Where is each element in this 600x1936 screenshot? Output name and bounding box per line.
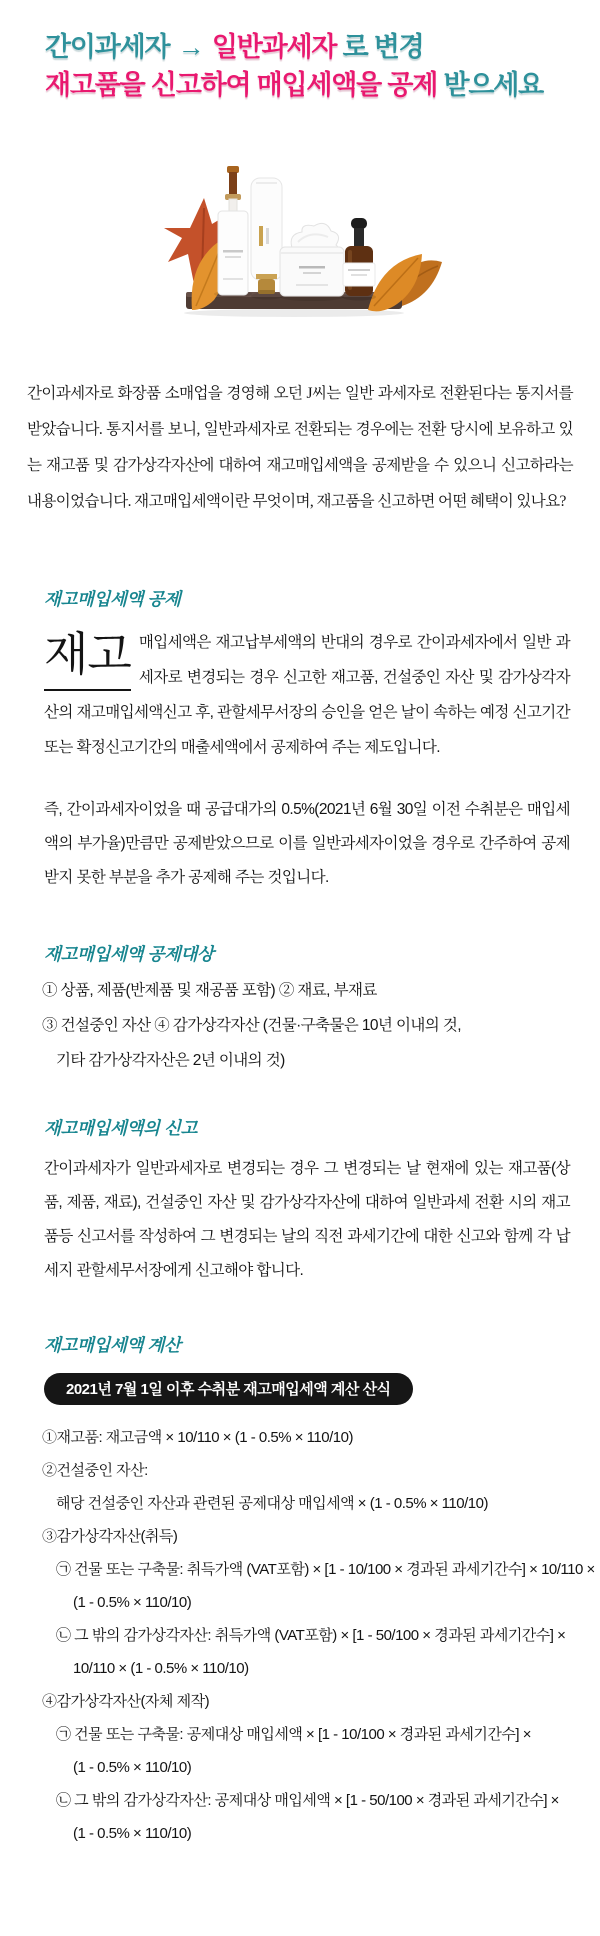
calc-line-construction-formula: 해당 건설중인 자산과 관련된 공제대상 매입세액 × (1 - 0.5% × 110/10) (56, 1495, 488, 1512)
calc-formula-list (42, 1427, 600, 1844)
cosmetic-tube (251, 178, 283, 300)
autumn-leaf-right-front (368, 254, 422, 311)
target-item-3-4: ③ 건설중인 자산 ④ 감가상각자산 (건물·구축물은 10년 이내의 것, (42, 1017, 461, 1034)
intro-question: 재고매입세액이란 무엇이며, 재고품을 신고하면 어떤 혜택이 있나요? (134, 493, 566, 510)
calc-line-other-selfmade: ㉡ 그 밖의 감가상각자산: 공제대상 매입세액 × [1 - 50/100 × 경과된 과세기간수] × (56, 1792, 559, 1809)
target-item-4-continued: 기타 감가상각자산은 2년 이내의 것) (56, 1052, 285, 1069)
section-title-targets: 재고매입세액 공제대상 (44, 944, 214, 964)
title-simplified-taxpayer: 간이과세자 (45, 32, 170, 62)
report-paragraph: 간이과세자가 일반과세자로 변경되는 경우 그 변경되는 날 현재에 있는 재고품(상품, 제품, 재료), 건설중인 자산 및 감가상각자산에 대하여 일반과세 전환 시의 재고품등 신고서를 작성하여 그 변경되는 날의 직전 과세기간에 대한 신고와 함께 각 납세지 관할세무서장에게 신고해야 합니다. (44, 1160, 570, 1279)
deduction-paragraph (44, 625, 570, 765)
cosmetics-photo (130, 142, 470, 320)
dropcap-inventory: 재고 (44, 629, 131, 691)
pump-bottle (214, 166, 252, 298)
calc-line-building-selfmade-cont: (1 - 0.5% × 110/10) (73, 1759, 192, 1776)
deduction-paragraph-2: 즉, 간이과세자이었을 때 공급대가의 0.5%(2021년 6월 30일 이전 수취분은 매입세액의 부가율)만큼만 공제받았으므로 이를 일반과세자이었을 경우로 간주하여 공제받지 못한 부분을 추가 공제해 주는 것입니다. (44, 801, 570, 886)
calc-line-inventory: ①재고품: 재고금액 × 10/110 × (1 - 0.5% × 110/10) (42, 1429, 353, 1446)
section-title-deduction: 재고매입세액 공제 (44, 589, 181, 609)
title-general-taxpayer: 일반과세자 (211, 32, 337, 62)
target-item-1-2: ① 상품, 제품(반제품 및 재공품 포함) ② 재료, 부재료 (42, 982, 377, 999)
title-line-1 (45, 28, 600, 66)
dropper-bottle (342, 218, 376, 301)
calc-line-depreciable-acquired: ③감가상각자산(취득) (42, 1528, 178, 1545)
intro-text-1: 간이과세자로 화장품 소매업을 경영해 오던 J씨는 일반 과세자로 전환된다는 통지서를 받았습니다. 통지서를 보니, 일반과세자로 전환되는 경우에는 전환 당시에 보유하고 있는 재고품 및 감가상각자산에 대하여 재고매입세액을 공제받을 수 있으니 신고하라는 내용이었습니다. (27, 385, 573, 510)
calc-line-building-acquired-cont: (1 - 0.5% × 110/10) (73, 1594, 192, 1611)
section-title-calc: 재고매입세액 계산 (44, 1335, 181, 1355)
calc-line-other-acquired: ㉡ 그 밖의 감가상각자산: 취득가액 (VAT포함) × [1 - 50/100 × 경과된 과세기간수] × (56, 1627, 566, 1644)
calc-line-building-acquired: ㉠ 건물 또는 구축물: 취득가액 (VAT포함) × [1 - 10/100 × 경과된 과세기간수] × 10/110 × (56, 1561, 595, 1578)
arrow-right-icon: → (177, 32, 204, 62)
title-change-suffix: 로 변경 (342, 32, 424, 62)
calc-formula-badge: 2021년 7월 1일 이후 수취분 재고매입세액 계산 산식 (44, 1373, 413, 1405)
calc-line-building-selfmade: ㉠ 건물 또는 구축물: 공제대상 매입세액 × [1 - 10/100 × 경과된 과세기간수] × (56, 1726, 531, 1743)
cream-jar (280, 223, 344, 301)
title-receive-suffix: 받으세요 (443, 70, 543, 100)
calc-line-other-selfmade-cont: (1 - 0.5% × 110/10) (73, 1825, 192, 1842)
section-title-report: 재고매입세액의 신고 (44, 1118, 198, 1138)
calc-line-other-acquired-cont: 10/110 × (1 - 0.5% × 110/10) (73, 1660, 249, 1677)
title-line-2 (45, 66, 600, 104)
page-title (45, 28, 600, 104)
calc-line-construction: ②건설중인 자산: (42, 1462, 148, 1479)
deduction-body-text: 매입세액은 재고납부세액의 반대의 경우로 간이과세자에서 일반 과세자로 변경되는 경우 신고한 재고품, 건설중인 자산 및 감가상각자산의 재고매입세액신고 후, 관할세무서장의 승인을 얻은 날이 속하는 예정 신고기간 또는 확정신고기간의 매출세액에서 공제하여 주는 제도입니다. (44, 634, 570, 756)
calc-line-depreciable-selfmade: ④감가상각자산(자체 제작) (42, 1693, 210, 1710)
cosmetics-photo-illustration (130, 142, 470, 320)
deduction-target-list (42, 980, 570, 1071)
intro-paragraph (27, 376, 573, 520)
title-report-inventory: 재고품을 신고하여 매입세액을 공제 (45, 70, 438, 100)
